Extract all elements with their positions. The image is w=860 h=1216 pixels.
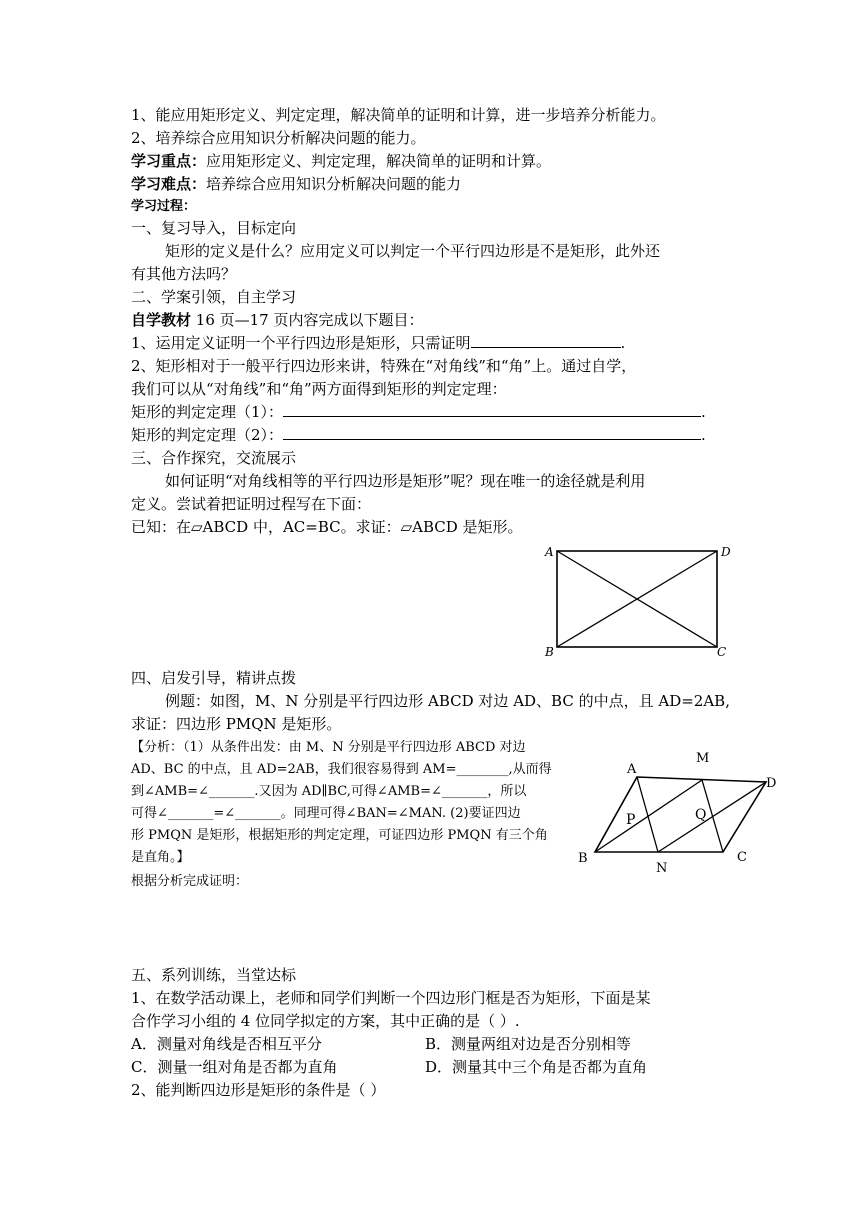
process-label: 学习过程：	[131, 199, 197, 214]
label-m: M	[696, 751, 710, 766]
section-3-para-2: 定义。尝试着把证明过程写在下面：	[131, 495, 372, 513]
theorem-1-blank[interactable]	[283, 402, 701, 417]
segment-nd	[658, 782, 766, 852]
section-4-heading: 四、启发引导，精讲点拨	[131, 669, 297, 687]
example-line-1: 例题：如图，M、N 分别是平行四边形 ABCD 对边 AD、BC 的中点，且 AD=2AB,	[165, 692, 730, 710]
goal-1: 1、能应用矩形定义、判定定理，解决简单的证明和计算，进一步培养分析能力。	[131, 106, 666, 124]
section-1-para-1: 矩形的定义是什么？应用定义可以判定一个平行四边形是不是矩形，此外还	[165, 242, 661, 260]
label-c: C	[737, 850, 747, 865]
training-q1-line-1: 1、在数学活动课上，老师和同学们判断一个四边形门框是否为矩形，下面是某	[131, 989, 651, 1007]
section-5-heading: 五、系列训练，当堂达标	[131, 966, 297, 984]
training-q1-line-2: 合作学习小组的 4 位同学拟定的方案，其中正确的是（ ）.	[131, 1012, 520, 1030]
option-d: D．测量其中三个角是否都为直角	[425, 1058, 648, 1076]
question-1-text: 1、运用定义证明一个平行四边形是矩形，只需证明	[131, 334, 471, 352]
period: .	[701, 403, 706, 421]
analysis-line-5: 形 PMQN 是矩形，根据矩形的判定定理，可证四边形 PMQN 有三个角	[131, 828, 548, 843]
proof-prompt: 根据分析完成证明：	[131, 874, 249, 889]
theorem-2	[131, 425, 706, 445]
analysis-line-6: 是直角。】	[131, 850, 190, 865]
difficulty-text: 培养综合应用知识分析解决问题的能力	[206, 175, 462, 193]
section-3-para-1: 如何证明“对角线相等的平行四边形是矩形”呢？现在唯一的途径就是利用	[165, 472, 646, 490]
rectangle-figure	[535, 540, 740, 660]
option-b: B．测量两组对边是否分别相等	[425, 1035, 632, 1053]
self-study-label: 自学教材	[131, 311, 192, 329]
period: .	[620, 334, 626, 352]
period: .	[701, 426, 706, 444]
vertex-b: B	[545, 645, 554, 659]
theorem-1	[131, 402, 706, 422]
theorem-1-label: 矩形的判定定理（1）：	[131, 403, 284, 421]
key-point-text: 应用矩形定义、判定定理，解决简单的证明和计算。	[206, 152, 552, 170]
analysis-line-1: 【分析：（1）从条件出发：由 M、N 分别是平行四边形 ABCD 对边	[131, 740, 526, 755]
question-2-line-1: 2、矩形相对于一般平行四边形来讲，特殊在“对角线”和“角”上。通过自学，	[131, 357, 637, 375]
analysis-line-2: AD、BC 的中点，且 AD=2AB，我们很容易得到 AM=________,从而得	[131, 762, 552, 777]
label-q: Q	[695, 807, 707, 823]
question-1	[131, 333, 625, 353]
section-1-heading: 一、复习导入，目标定向	[131, 219, 297, 237]
key-point	[131, 151, 551, 171]
self-study-text: 16 页—17 页内容完成以下题目：	[191, 311, 424, 329]
example-line-2: 求证：四边形 PMQN 是矩形。	[131, 715, 342, 733]
self-study	[131, 310, 424, 330]
parallelogram-figure	[570, 740, 785, 875]
label-d: D	[766, 776, 777, 791]
difficulty	[131, 174, 461, 194]
analysis-line-3: 到∠AMB=∠_______.又因为 AD∥BC,可得∠AMB=∠_______，所以	[131, 784, 527, 799]
goal-2: 2、培养综合应用知识分析解决问题的能力。	[131, 129, 426, 147]
option-c: C．测量一组对角是否都为直角	[131, 1058, 338, 1076]
vertex-a: A	[545, 545, 554, 559]
segment-bm	[595, 780, 702, 852]
training-q2: 2、能判断四边形是矩形的条件是（ ）	[131, 1081, 386, 1099]
difficulty-label: 学习难点：	[131, 175, 207, 193]
option-a: A．测量对角线是否相互平分	[131, 1035, 322, 1053]
segment-am-helper	[637, 777, 658, 852]
answer-blank[interactable]	[471, 333, 621, 348]
question-2-line-2: 我们可以从“对角线”和“角”两方面得到矩形的判定定理：	[131, 380, 507, 398]
section-2-heading: 二、学案引领，自主学习	[131, 288, 297, 306]
section-1-para-2: 有其他方法吗？	[131, 265, 237, 283]
section-3-heading: 三、合作探究，交流展示	[131, 449, 297, 467]
theorem-2-label: 矩形的判定定理（2）：	[131, 426, 284, 444]
key-point-label: 学习重点：	[131, 152, 207, 170]
vertex-c: C	[717, 645, 727, 659]
parallelogram-abcd	[595, 777, 766, 852]
label-b: B	[578, 851, 588, 866]
label-p: P	[626, 812, 636, 828]
given-statement: 已知：在▱ABCD 中，AC=BC。求证：▱ABCD 是矩形。	[131, 518, 523, 536]
analysis-line-4: 可得∠_______=∠_______。同理可得∠BAN=∠MAN. (2)要证四边	[131, 806, 521, 821]
vertex-d: D	[721, 545, 731, 559]
label-a: A	[627, 762, 637, 777]
label-n: N	[656, 861, 668, 875]
theorem-2-blank[interactable]	[283, 425, 701, 440]
